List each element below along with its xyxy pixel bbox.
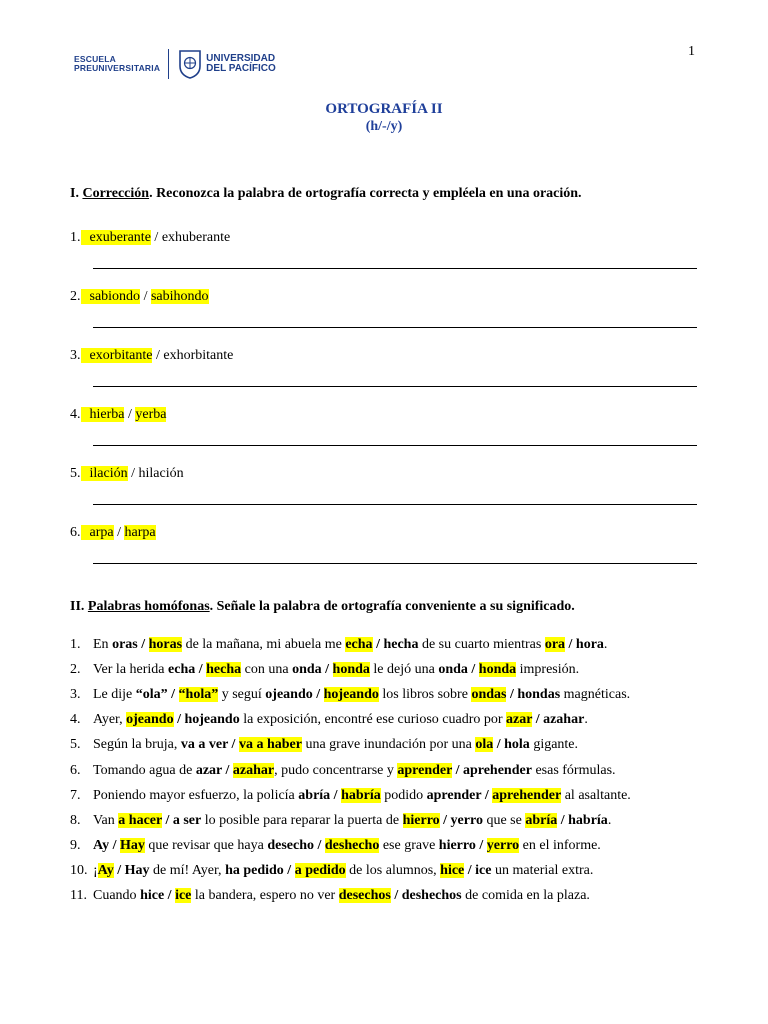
sentence-text: Tomando agua de <box>93 762 196 778</box>
sentence-text: ¡ <box>93 862 98 878</box>
word-option: / hojeando <box>173 712 240 728</box>
correct-option: “hola” <box>178 687 219 703</box>
exercise-item <box>70 289 209 305</box>
homophone-item <box>70 863 593 879</box>
correct-option: ora <box>544 637 566 652</box>
word-option: / hora <box>565 637 604 652</box>
homophone-item <box>70 763 616 779</box>
word-option: onda / <box>438 662 479 678</box>
correct-option: a pedido <box>294 862 346 878</box>
exercise-item <box>70 466 184 482</box>
homophone-item <box>70 788 631 804</box>
sentence-text: lo posible para reparar la puerta de <box>201 812 403 828</box>
logo-universidad-text <box>206 54 276 75</box>
section2-title: Palabras homófonas <box>87 599 210 614</box>
sentence-text: Ver la herida <box>93 662 169 678</box>
sentence-text: impresión. <box>516 662 580 678</box>
option-b: exhuberante <box>161 230 231 245</box>
option-separator: / <box>140 289 151 304</box>
sentence-text: Le dije <box>93 687 136 703</box>
item-number: 1. <box>70 230 81 245</box>
sentence-text: magnéticas. <box>560 687 631 703</box>
exercise-item <box>70 407 166 423</box>
section2-instruction: . Señale la palabra de ortografía conveniente a su significado. <box>209 599 575 614</box>
word-option: echa / <box>168 662 207 678</box>
option-a: exuberante <box>81 230 151 245</box>
answer-line[interactable] <box>93 327 697 328</box>
homophone-item <box>70 712 588 728</box>
item-number: 6. <box>70 762 81 778</box>
sentence-text: y seguí <box>218 687 266 703</box>
sentence-text: podido <box>380 787 427 803</box>
item-number: 2. <box>70 289 81 304</box>
answer-line[interactable] <box>93 386 697 387</box>
correct-option: va a haber <box>238 737 302 753</box>
item-number: 4. <box>70 407 81 422</box>
word-option: / a ser <box>161 812 202 828</box>
homophone-item <box>70 888 590 904</box>
sentence-text: Van <box>93 812 119 828</box>
option-b: sabihondo <box>150 289 209 304</box>
item-number: 6. <box>70 525 81 540</box>
correct-option: Ay <box>97 862 114 878</box>
sentence-text: Según la bruja, <box>93 737 181 753</box>
answer-line[interactable] <box>93 268 697 269</box>
sentence-text: Ayer, <box>93 712 127 728</box>
correct-option: ojeando <box>126 712 174 728</box>
option-b: harpa <box>124 525 156 540</box>
correct-option: hierro <box>402 812 440 828</box>
option-separator: / <box>127 466 139 481</box>
correct-option: horas <box>148 637 183 652</box>
document-subtitle: (h/-/y) <box>365 119 403 134</box>
word-option: onda / <box>292 662 333 678</box>
option-b: yerba <box>135 407 167 422</box>
sentence-text: Poniendo mayor esfuerzo, la policía <box>93 787 299 803</box>
correct-option: desechos <box>338 888 391 903</box>
logo-left-line2: PREUNIVERSITARIA <box>74 63 161 73</box>
homophone-item <box>70 637 607 653</box>
homophone-item <box>70 838 601 854</box>
word-option: / hola <box>493 737 530 753</box>
word-option: azar / <box>195 762 233 778</box>
sentence-text: de su cuarto mientras <box>418 637 545 652</box>
sentence-text: le dejó una <box>369 662 439 678</box>
item-number: 3. <box>70 687 81 703</box>
section1-heading <box>70 186 582 202</box>
word-option: ha pedido / <box>225 862 295 878</box>
word-option: aprender / <box>426 787 493 803</box>
option-a: arpa <box>81 525 114 540</box>
logo-right-line2: DEL PACÍFICO <box>206 63 276 74</box>
word-option: hice / <box>140 888 176 903</box>
correct-option: ice <box>175 888 192 903</box>
sentence-text: en el informe. <box>519 837 601 853</box>
logo-escuela-text <box>74 55 160 73</box>
section1-instruction: . Reconozca la palabra de ortografía correcta y empléela en una oración. <box>149 186 582 201</box>
sentence-text: la exposición, encontré ese curioso cuadro por <box>239 712 507 728</box>
correct-option: ola <box>475 737 494 753</box>
logo-left-line1: ESCUELA <box>74 54 117 64</box>
homophone-item <box>70 662 579 678</box>
option-separator: / <box>113 525 125 540</box>
item-number: 3. <box>70 348 81 363</box>
answer-line[interactable] <box>93 504 697 505</box>
word-option: oras / <box>112 637 149 652</box>
word-option: hierro / <box>438 837 487 853</box>
sentence-text: gigante. <box>529 737 579 753</box>
homophone-item <box>70 687 630 703</box>
section2-heading <box>70 599 575 615</box>
word-option: / Hay <box>113 862 150 878</box>
sentence-text: de la mañana, mi abuela me <box>182 637 346 652</box>
word-option: / yerro <box>439 812 483 828</box>
item-number: 10. <box>70 862 88 878</box>
logo-right-line1: UNIVERSIDAD <box>206 52 276 64</box>
sentence-text: los libros sobre <box>378 687 472 703</box>
sentence-text: Cuando <box>93 888 141 903</box>
item-number: 5. <box>70 466 81 481</box>
word-option: / habría <box>557 812 608 828</box>
option-b: hilación <box>138 466 184 481</box>
answer-line[interactable] <box>93 445 697 446</box>
logo-divider <box>168 49 169 79</box>
exercise-item <box>70 525 156 541</box>
sentence-text: de los alumnos, <box>345 862 441 878</box>
word-option: Ay / <box>93 837 120 853</box>
correct-option: ondas <box>471 687 507 703</box>
sentence-text: ese grave <box>379 837 439 853</box>
sentence-text: de mí! Ayer, <box>149 862 226 878</box>
word-option: / hecha <box>372 637 419 652</box>
word-option: desecho / <box>267 837 325 853</box>
sentence-text: que revisar que haya <box>144 837 268 853</box>
option-b: exhorbitante <box>163 348 234 363</box>
sentence-text: la bandera, espero no ver <box>191 888 339 903</box>
item-number: 8. <box>70 812 81 828</box>
item-number: 4. <box>70 712 81 728</box>
sentence-text: al asaltante. <box>561 787 631 803</box>
homophone-item <box>70 813 611 829</box>
item-number: 11. <box>70 888 87 903</box>
document-title: ORTOGRAFÍA II <box>325 101 443 117</box>
sentence-text: En <box>93 637 113 652</box>
correct-option: honda <box>332 662 370 678</box>
word-option: / deshechos <box>390 888 462 903</box>
section1-number: I. <box>70 186 79 201</box>
correct-option: echa <box>345 637 373 652</box>
word-option: / hondas <box>506 687 561 703</box>
sentence-text: que se <box>482 812 526 828</box>
section2-number: II. <box>70 599 85 614</box>
item-number: 2. <box>70 662 81 678</box>
correct-option: aprender <box>397 762 453 778</box>
sentence-text: con una <box>241 662 293 678</box>
word-option: / aprehender <box>452 762 532 778</box>
sentence-text: de comida en la plaza. <box>461 888 590 903</box>
correct-option: deshecho <box>324 837 380 853</box>
word-option: abría / <box>298 787 342 803</box>
sentence-text: . <box>584 712 588 728</box>
correct-option: Hay <box>119 837 145 853</box>
correct-option: azahar <box>232 762 275 778</box>
sentence-text: . <box>607 812 612 828</box>
word-option: / ice <box>464 862 492 878</box>
word-option: / azahar <box>532 712 585 728</box>
word-option: “ola” / <box>135 687 179 703</box>
sentence-text: . <box>603 637 608 652</box>
exercise-item <box>70 348 233 364</box>
answer-line[interactable] <box>93 563 697 564</box>
option-a: ilación <box>81 466 128 481</box>
page-number: 1 <box>688 44 695 59</box>
option-a: hierba <box>81 407 125 422</box>
option-a: sabiondo <box>81 289 141 304</box>
option-separator: / <box>152 348 164 363</box>
option-separator: / <box>150 230 162 245</box>
sentence-text: , pudo concentrarse y <box>274 762 398 778</box>
exercise-item <box>70 230 230 246</box>
crest-icon <box>178 49 202 79</box>
correct-option: habría <box>341 787 381 803</box>
correct-option: hojeando <box>323 687 379 703</box>
correct-option: azar <box>506 712 533 728</box>
correct-option: aprehender <box>492 787 562 803</box>
correct-option: yerro <box>486 837 520 853</box>
correct-option: abría <box>525 812 558 828</box>
correct-option: hecha <box>206 662 242 678</box>
item-number: 1. <box>70 637 81 652</box>
correct-option: honda <box>478 662 517 678</box>
item-number: 5. <box>70 737 81 753</box>
correct-option: a hacer <box>118 812 162 828</box>
option-a: exorbitante <box>81 348 153 363</box>
homophone-item <box>70 737 578 753</box>
option-separator: / <box>124 407 136 422</box>
item-number: 7. <box>70 787 81 803</box>
university-logo <box>74 48 276 80</box>
word-option: va a ver / <box>180 737 239 753</box>
section1-title: Corrección <box>82 186 150 201</box>
correct-option: hice <box>440 862 465 878</box>
item-number: 9. <box>70 837 81 853</box>
sentence-text: un material extra. <box>491 862 594 878</box>
word-option: ojeando / <box>265 687 324 703</box>
sentence-text: una grave inundación por una <box>301 737 476 753</box>
sentence-text: esas fórmulas. <box>531 762 616 778</box>
